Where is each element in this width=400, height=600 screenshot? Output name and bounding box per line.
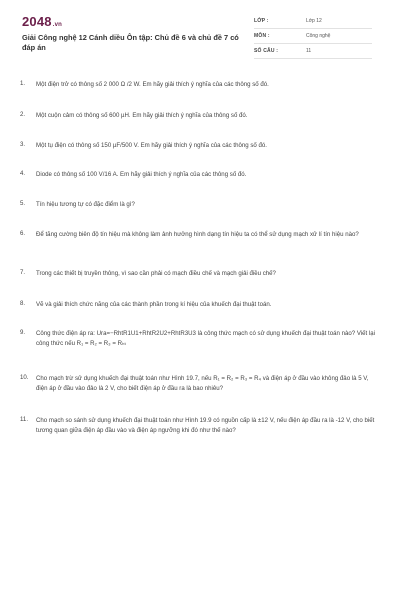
meta-table <box>254 14 372 59</box>
question-number: 10. <box>20 374 29 381</box>
logo-tld: .vn <box>52 22 63 28</box>
question-text: Tín hiệu tương tự có đặc điểm là gì? <box>36 201 135 208</box>
question-number: 8. <box>20 300 26 307</box>
meta-key: MÔN : <box>254 33 270 39</box>
meta-value: 11 <box>306 48 312 54</box>
meta-row-class <box>254 14 372 29</box>
site-logo[interactable] <box>22 14 62 29</box>
question-text: Cho mạch trừ sử dụng khuếch đại thuật toán như Hình 19.7, nếu R₁ = R₂ = R₃ = R₄ và điện áp ở đầu vào không đảo là 5 V, điện áp ở đầu vào đảo là 2 V, cho biết điện áp ở đầu ra là bao nhiêu? <box>36 375 369 392</box>
meta-row-subject <box>254 29 372 44</box>
question-text: Cho mạch so sánh sử dụng khuếch đại thuật toán như Hình 19.9 có nguồn cấp là ±12 V, nếu điện áp đầu ra là -12 V, cho biết tương quan giữa điện áp đầu vào và điện áp ngưỡng khi đó như thế nào? <box>36 417 375 434</box>
meta-row-count <box>254 44 372 59</box>
question-number: 3. <box>20 141 26 148</box>
question-number: 4. <box>20 170 26 177</box>
question-number: 7. <box>20 269 26 276</box>
question-text: Một cuộn cảm có thông số 600 µH. Em hãy giải thích ý nghĩa của thông số đó. <box>36 112 248 119</box>
question-number: 1. <box>20 80 26 87</box>
document-header <box>22 14 382 62</box>
question-text: Một tụ điện có thông số 150 µF/500 V. Em hãy giải thích ý nghĩa của các thông số đó. <box>36 142 267 149</box>
question-text: Để tăng cường biên độ tín hiệu mà không làm ảnh hưởng hình dạng tín hiệu ta có thể sử dụng mạch xử lí tín hiệu nào? <box>36 231 359 238</box>
meta-value: Công nghệ <box>306 33 331 39</box>
meta-key: SỐ CÂU : <box>254 48 279 54</box>
question-text: Trong các thiết bị truyền thông, vì sao cần phải có mạch điều chế và mạch giải điều chế? <box>36 270 276 277</box>
document-title: Giải Công nghệ 12 Cánh diều Ôn tập: Chủ đề 6 và chủ đề 7 có đáp án <box>22 33 239 52</box>
question-text: Một điện trở có thông số 2 000 Ω /2 W. Em hãy giải thích ý nghĩa của các thông số đó. <box>36 81 269 88</box>
question-number: 2. <box>20 111 26 118</box>
question-number: 6. <box>20 230 26 237</box>
meta-key: LỚP : <box>254 18 269 24</box>
question-text: Diode có thông số 100 V/16 A. Em hãy giải thích ý nghĩa của các thông số đó. <box>36 171 247 178</box>
question-number: 5. <box>20 200 26 207</box>
meta-value: Lớp 12 <box>306 18 322 24</box>
question-number: 11. <box>20 416 29 423</box>
question-text: Công thức điện áp ra: Ura=−RhtR1U1+RhtR2U2+RhtR3U3 là công thức mạch có sử dụng khuếch đại thuật toán nào? Viết lại công thức nếu R₁ = R₂ = R₃ = Rₕₜ <box>36 330 376 347</box>
question-text: Vẽ và giải thích chức năng của các thành phần trong kí hiệu của khuếch đại thuật toán. <box>36 301 272 308</box>
logo-text: 2048 <box>22 14 52 29</box>
question-number: 9. <box>20 329 26 336</box>
